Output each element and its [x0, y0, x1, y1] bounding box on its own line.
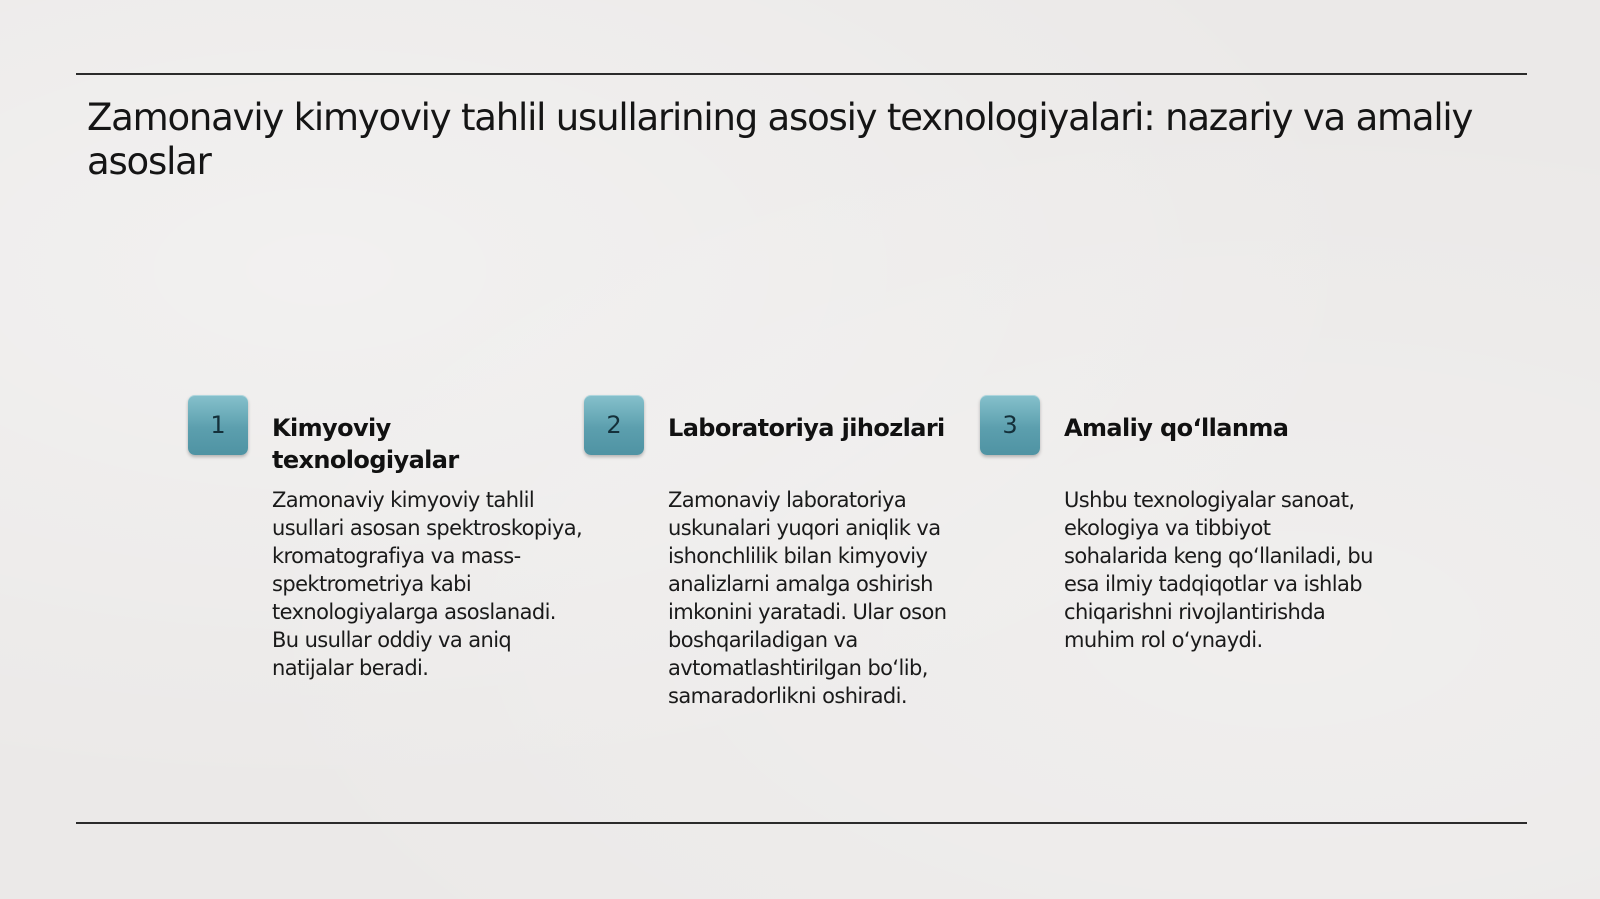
step-description: Ushbu texnologiyalar sanoat, ekologiya va tibbiyot sohalarida keng qo‘llaniladi, bu esa ilmiy tadqiqotlar va ishlab chiqarishni rivojlantirishda muhim rol o‘ynaydi.	[1064, 488, 1373, 652]
step-number-badge: 3	[980, 395, 1040, 455]
step-title: Laboratoriya jihozlari	[668, 414, 945, 442]
top-divider	[76, 73, 1527, 75]
bottom-divider	[76, 822, 1527, 824]
step-description: Zamonaviy kimyoviy tahlil usullari asosan spektroskopiya, kromatografiya va mass-spektrometriya kabi texnologiyalarga asoslanadi. Bu usullar oddiy va aniq natijalar beradi.	[272, 488, 583, 680]
step-card-1	[188, 395, 583, 725]
slide-title: Zamonaviy kimyoviy tahlil usullarining asosiy texnologiyalari: nazariy va amaliy asoslar	[87, 96, 1473, 183]
step-title: Kimyoviy texnologiyalar	[272, 414, 459, 474]
step-title: Amaliy qo‘llanma	[1064, 414, 1289, 442]
step-number-badge: 2	[584, 395, 644, 455]
step-card-3	[980, 395, 1375, 725]
step-number-badge: 1	[188, 395, 248, 455]
step-card-2	[584, 395, 979, 725]
step-description: Zamonaviy laboratoriya uskunalari yuqori aniqlik va ishonchlilik bilan kimyoviy analizlarni amalga oshirish imkonini yaratadi. Ular oson boshqariladigan va avtomatlashtirilgan bo‘lib, samaradorlikni oshiradi.	[668, 488, 947, 708]
